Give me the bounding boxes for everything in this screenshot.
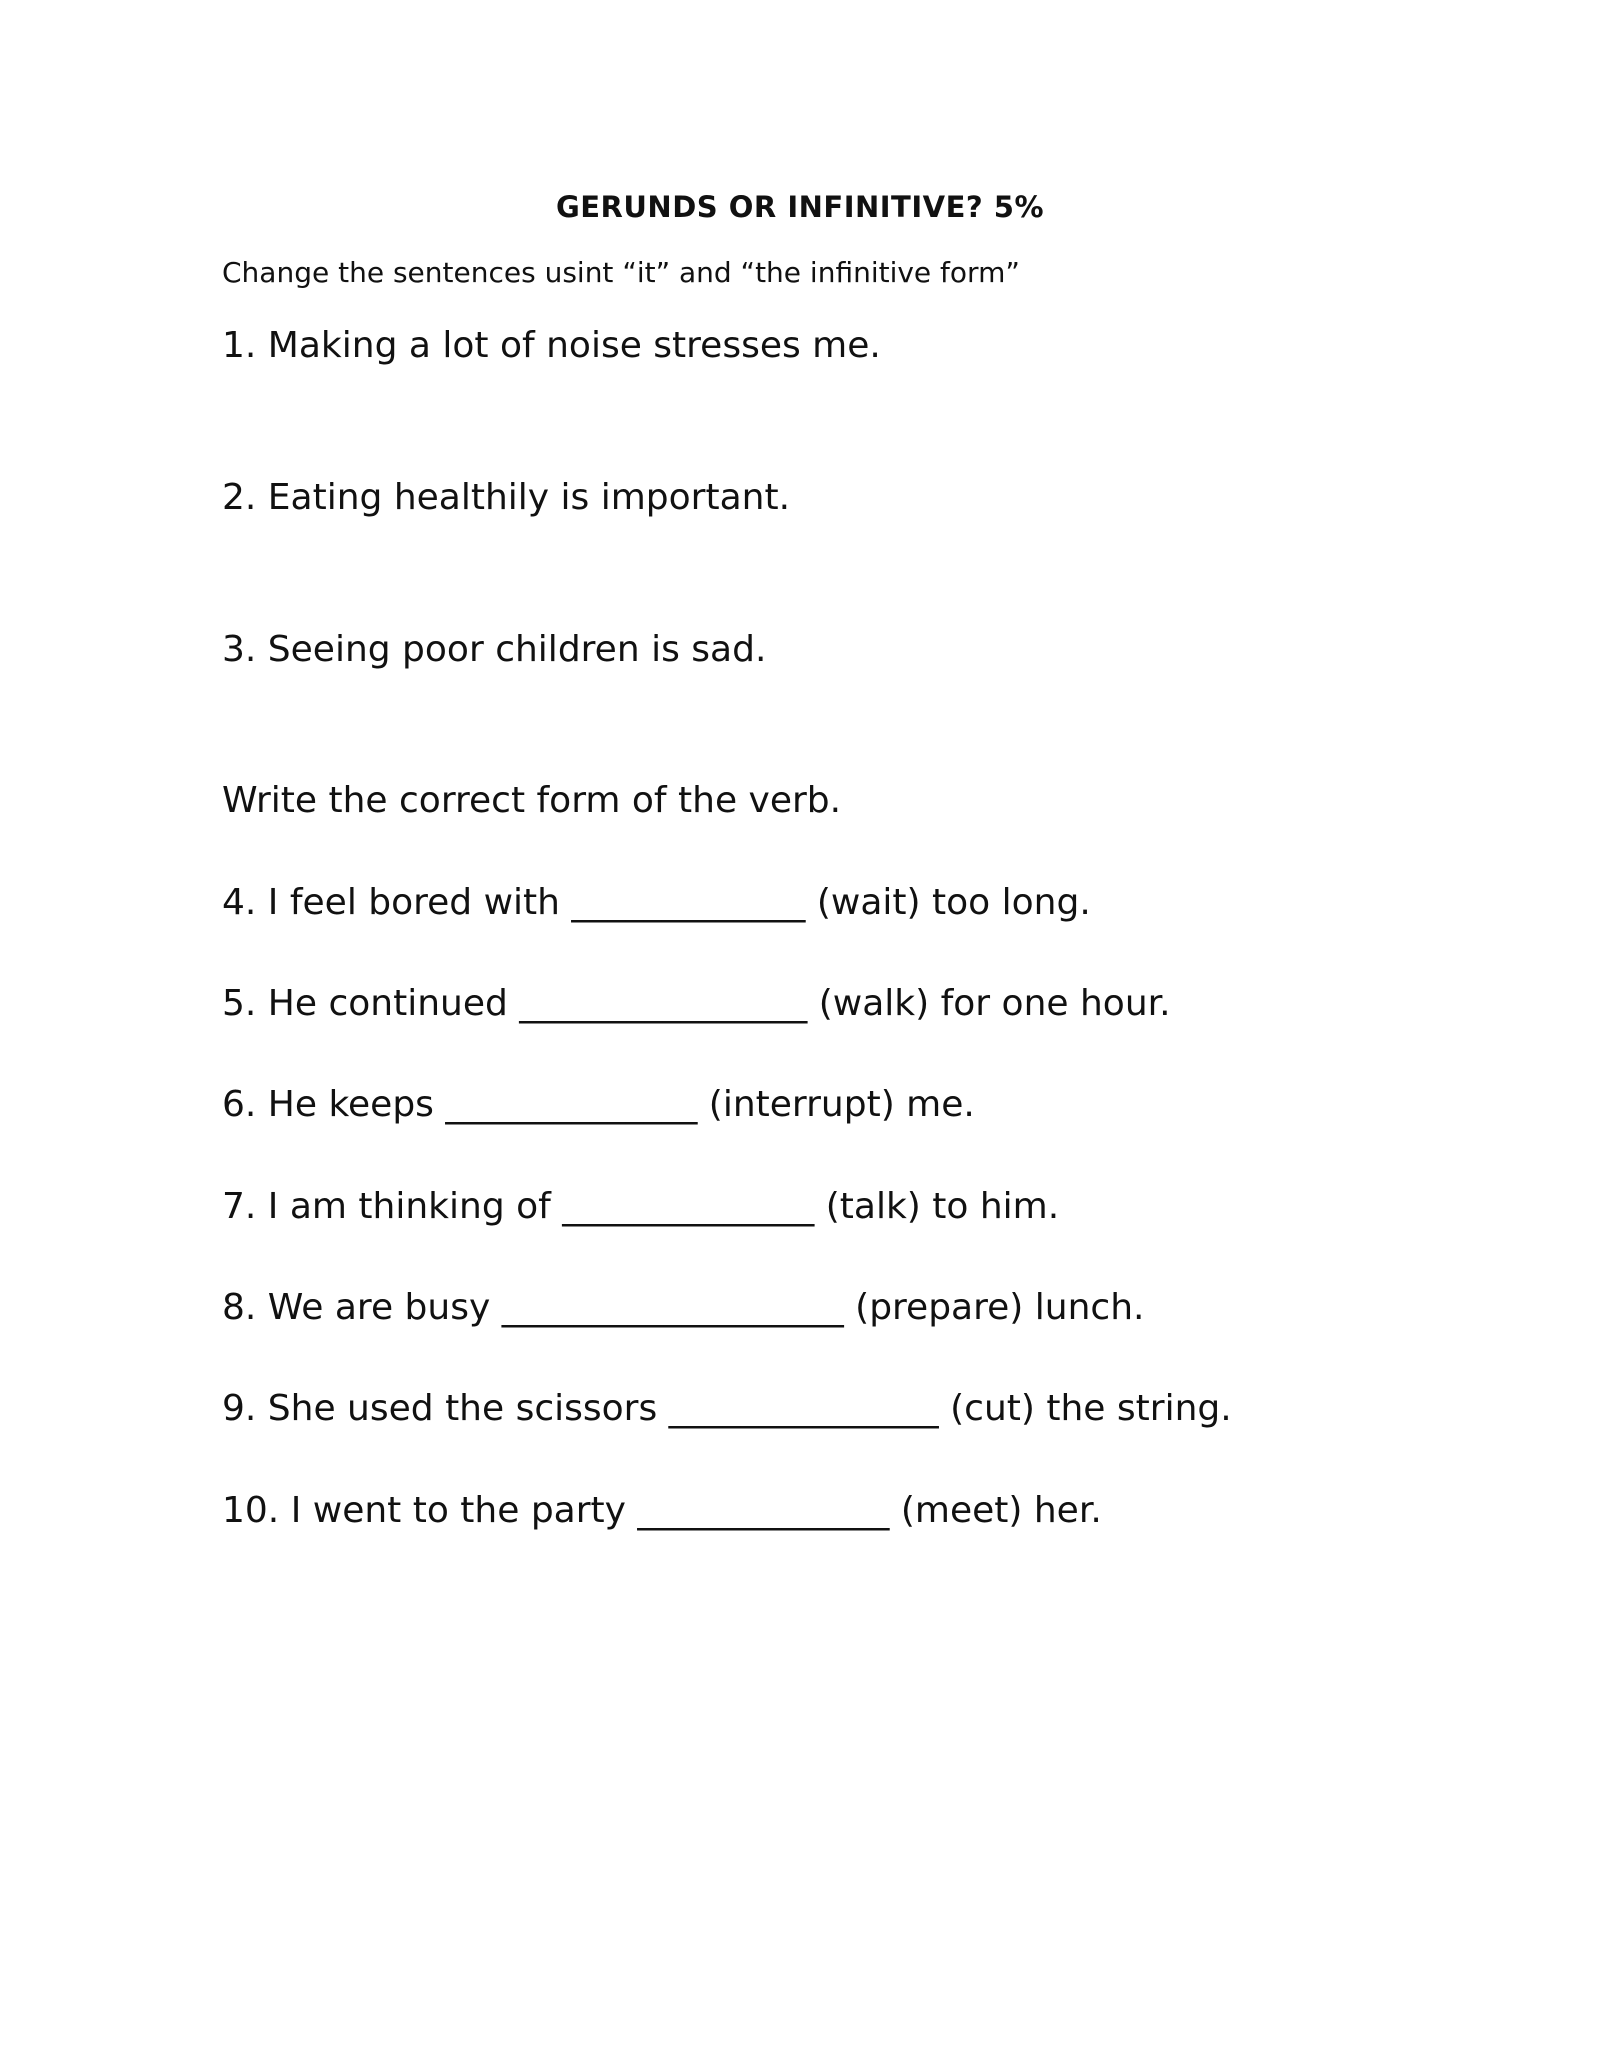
exercise-item-10: 10. I went to the party ______________ (meet) her.	[222, 1490, 1102, 1531]
exercise-item-4: 4. I feel bored with _____________ (wait) too long.	[222, 882, 1091, 923]
exercise-item-8: 8. We are busy ___________________ (prepare) lunch.	[222, 1287, 1145, 1328]
exercise-item-3: 3. Seeing poor children is sad.	[222, 629, 767, 670]
exercise-item-6: 6. He keeps ______________ (interrupt) me.	[222, 1084, 975, 1125]
exercise-item-9: 9. She used the scissors _______________ (cut) the string.	[222, 1388, 1232, 1429]
exercise-item-5: 5. He continued ________________ (walk) for one hour.	[222, 983, 1171, 1024]
section2-instruction: Write the correct form of the verb.	[222, 780, 842, 821]
exercise-item-1: 1. Making a lot of noise stresses me.	[222, 325, 881, 366]
section1-instruction: Change the sentences usint “it” and “the infinitive form”	[222, 256, 1020, 289]
worksheet-title: GERUNDS OR INFINITIVE? 5%	[555, 190, 1045, 224]
exercise-item-2: 2. Eating healthily is important.	[222, 477, 791, 518]
exercise-item-7: 7. I am thinking of ______________ (talk) to him.	[222, 1186, 1060, 1227]
